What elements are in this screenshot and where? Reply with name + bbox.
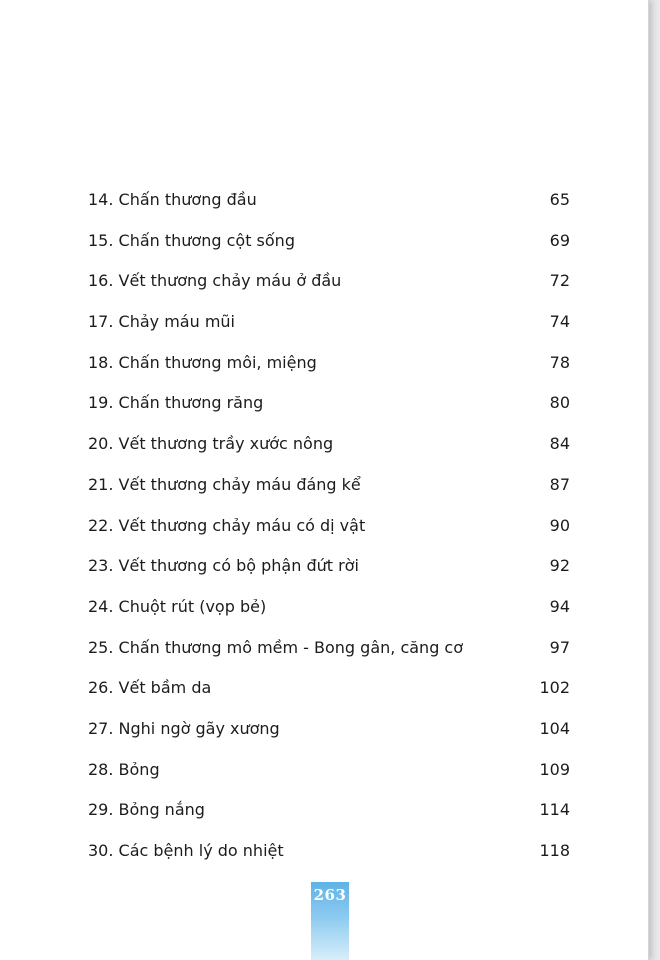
toc-entry-title: 28. Bỏng — [88, 759, 160, 779]
toc-entry — [88, 592, 570, 633]
toc-entry-page: 94 — [549, 596, 570, 616]
toc-entry — [88, 348, 570, 389]
toc-entry-page: 114 — [539, 800, 570, 820]
toc-entry — [88, 836, 570, 877]
toc-entry-title: 23. Vết thương có bộ phận đứt rời — [88, 556, 359, 576]
toc-entry-page: 87 — [549, 474, 570, 494]
toc-entry-title: 29. Bỏng nắng — [88, 800, 205, 820]
toc-entry-title: 15. Chấn thương cột sống — [88, 230, 295, 250]
toc-entry-page: 74 — [549, 312, 570, 332]
toc-entry-page: 72 — [549, 271, 570, 291]
toc-entry-title: 30. Các bệnh lý do nhiệt — [88, 841, 284, 860]
toc-entry — [88, 429, 570, 470]
toc-entry-page: 97 — [549, 637, 570, 657]
toc-entry-title: 25. Chấn thương mô mềm - Bong gân, căng cơ — [88, 637, 464, 657]
toc-entry-page: 118 — [539, 841, 570, 860]
toc-entry — [88, 755, 570, 796]
toc-entry — [88, 714, 570, 755]
table-of-contents — [88, 185, 570, 877]
toc-entry-page: 92 — [549, 556, 570, 576]
toc-entry-page: 78 — [549, 352, 570, 372]
toc-entry-page: 84 — [549, 434, 570, 454]
toc-entry — [88, 266, 570, 307]
toc-entry-title: 22. Vết thương chảy máu có dị vật — [88, 515, 366, 535]
toc-entry — [88, 795, 570, 836]
toc-entry-title: 16. Vết thương chảy máu ở đầu — [88, 271, 342, 291]
toc-entry-title: 21. Vết thương chảy máu đáng kể — [88, 474, 361, 494]
toc-entry-title: 18. Chấn thương môi, miệng — [88, 352, 317, 372]
toc-entry-page: 102 — [539, 678, 570, 698]
toc-entry — [88, 185, 570, 226]
page-number: 263 — [313, 886, 347, 904]
toc-entry-title: 24. Chuột rút (vọp bẻ) — [88, 596, 267, 616]
toc-entry — [88, 388, 570, 429]
toc-entry-title: 20. Vết thương trầy xước nông — [88, 434, 334, 454]
toc-entry-page: 90 — [549, 515, 570, 535]
toc-entry-title: 14. Chấn thương đầu — [88, 190, 257, 209]
toc-entry-page: 104 — [539, 718, 570, 738]
toc-entry-title: 26. Vết bầm da — [88, 678, 212, 698]
toc-entry — [88, 633, 570, 674]
toc-entry-page: 109 — [539, 759, 570, 779]
page-number-tab — [311, 882, 349, 960]
toc-entry — [88, 307, 570, 348]
toc-entry-title: 17. Chảy máu mũi — [88, 312, 235, 332]
toc-entry-page: 65 — [549, 190, 570, 209]
toc-entry-page: 80 — [549, 393, 570, 413]
toc-entry — [88, 511, 570, 552]
toc-entry — [88, 226, 570, 267]
toc-entry — [88, 551, 570, 592]
toc-entry-page: 69 — [549, 230, 570, 250]
toc-entry-title: 19. Chấn thương răng — [88, 393, 264, 413]
toc-entry — [88, 673, 570, 714]
toc-entry — [88, 470, 570, 511]
toc-entry-title: 27. Nghi ngờ gãy xương — [88, 718, 280, 738]
